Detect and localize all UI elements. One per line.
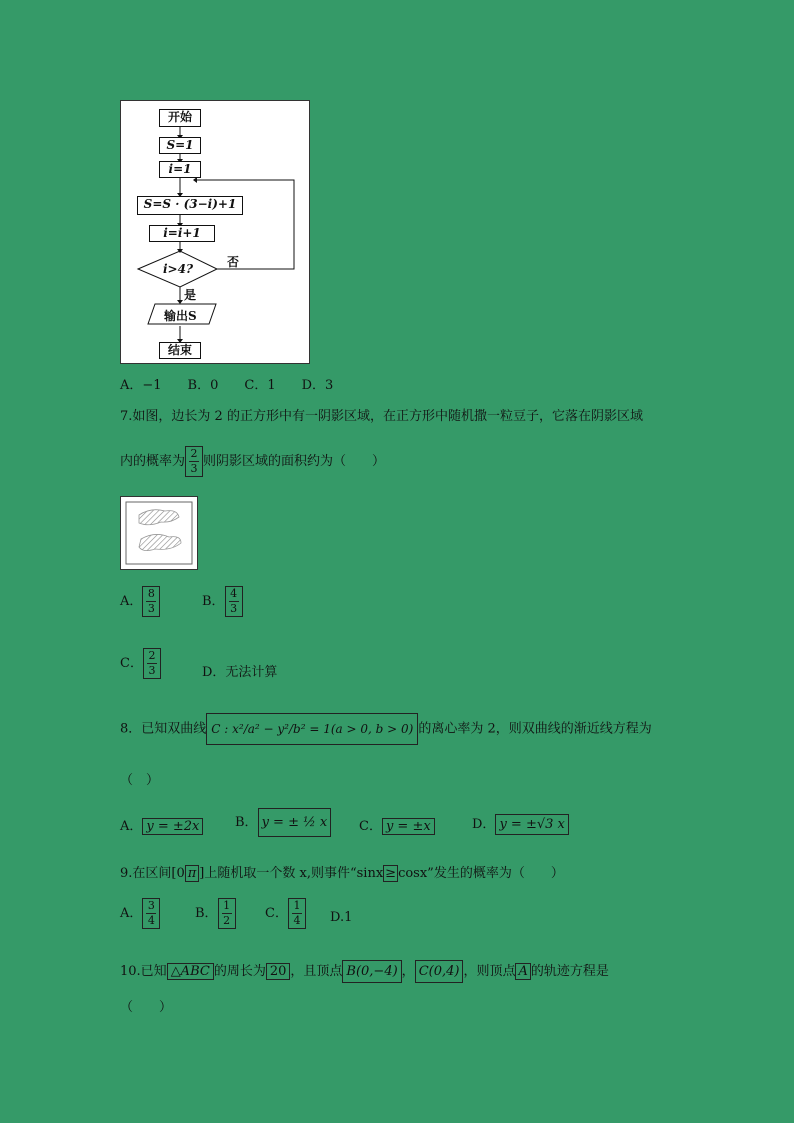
q7-c-den: 3 (148, 664, 156, 677)
q9-a-den: 4 (147, 914, 155, 927)
flow-yes-label: 是 (184, 288, 197, 302)
q7-option-d: D．无法计算 (202, 665, 278, 680)
q7-option-b-label: B． (202, 594, 225, 609)
flow-s-init: S=1 (159, 137, 201, 154)
q9-b-label: B． (195, 906, 218, 921)
q6-options: A．−1 B．0 C．1 D．3 (120, 378, 334, 393)
q9-a-num: 3 (147, 899, 155, 912)
q8-c-formula: y = ±x (382, 818, 435, 835)
q7-a-num: 8 (147, 587, 155, 600)
q7-option-a-fraction (142, 586, 160, 617)
q9-line (120, 862, 564, 882)
q7-prob-post: 则阴影区域的面积约为（ ） (203, 454, 386, 469)
q8-c-label: C． (359, 819, 382, 834)
q9-c-den: 4 (293, 914, 301, 927)
q7-option-c-fraction (143, 648, 161, 679)
q9-ge: ≥ (385, 866, 397, 881)
q9-pi: π (185, 865, 200, 882)
q7-b-num: 4 (230, 587, 238, 600)
q9-a-label: A． (120, 906, 143, 921)
shaded-square-svg (121, 497, 197, 569)
q9-option-d: D.1 (330, 910, 353, 925)
q9-b-den: 2 (223, 914, 231, 927)
q8-option-a (120, 815, 203, 835)
q9-c-num: 1 (293, 899, 301, 912)
q9-b-fraction (218, 898, 236, 929)
q8-b-label: B． (235, 815, 258, 830)
q7-option-c-label: C． (120, 656, 143, 671)
q9-option-b (195, 898, 236, 929)
q7-option-a (120, 586, 160, 617)
q7-option-b-fraction (225, 586, 243, 617)
q9-c-label: C． (265, 906, 288, 921)
q10-pre: 10.已知 (120, 964, 167, 979)
q10-vertex-b: B(0,−4) (342, 960, 401, 983)
q7-b-den: 3 (230, 602, 238, 615)
q9-option-c (265, 898, 306, 929)
q8-post: 的离心率为 2，则双曲线的渐近线方程为 (418, 721, 652, 737)
q8-pre: 8．已知双曲线 (120, 721, 207, 737)
q10-comma: ， (401, 964, 415, 979)
q10-line (120, 960, 609, 983)
q7-prob-num: 2 (190, 447, 198, 460)
q9-b-num: 1 (223, 899, 231, 912)
q8-option-c (359, 815, 435, 835)
shaded-square-figure (120, 496, 198, 570)
q8-option-d (472, 813, 569, 835)
q8-b-formula: y = ± ½ x (258, 808, 332, 837)
flow-update-s: S=S · (3−i)+1 (137, 196, 243, 215)
q7-prob-den: 3 (190, 462, 198, 475)
q8-option-b (235, 808, 331, 837)
q10-mid2: ，且顶点 (290, 964, 343, 979)
q7-option-c (120, 648, 161, 679)
flowchart-figure (120, 100, 310, 364)
q7-option-a-label: A． (120, 594, 143, 609)
q7-option-b (202, 586, 243, 617)
q9-mid: ]上随机取一个数 x,则事件“sinx (199, 866, 384, 881)
q7-c-num: 2 (148, 649, 156, 662)
q8-paren: （ ） (120, 773, 160, 788)
flow-update-i: i=i+1 (149, 225, 215, 242)
q8-a-formula: y = ±2x (142, 818, 203, 835)
flow-output: 输出S (164, 309, 197, 323)
q9-post: cosx”发生的概率为（ ） (398, 866, 564, 881)
q8-d-label: D． (472, 817, 496, 832)
q9-c-fraction (288, 898, 306, 929)
q9-a-fraction (142, 898, 160, 929)
q7-prob-fraction (185, 446, 203, 477)
q10-perimeter: 20 (266, 963, 291, 980)
q10-vertex-a: A (515, 963, 530, 980)
q7-prob-pre: 内的概率为 (120, 454, 186, 469)
q8-hyperbola-formula: C : x²/a² − y²/b² = 1(a > 0, b > 0) (206, 713, 418, 745)
flow-condition: i>4? (163, 262, 193, 276)
q9-pre: 9.在区间[0 (120, 866, 185, 881)
q8-d-formula: y = ±√3 x (495, 814, 568, 835)
q7-a-den: 3 (147, 602, 155, 615)
flow-i-init: i=1 (159, 161, 201, 178)
q8-a-label: A． (120, 819, 143, 834)
q7-line2 (120, 446, 385, 477)
q10-vertex-c: C(0,4) (415, 960, 464, 983)
q10-paren: （ ） (120, 1000, 173, 1015)
flow-start: 开始 (159, 109, 201, 127)
q8-line1 (120, 713, 652, 745)
q10-post: 的轨迹方程是 (530, 964, 609, 979)
flow-no-label: 否 (227, 255, 240, 269)
q10-triangle: △ABC (167, 963, 214, 980)
q9-option-a (120, 898, 160, 929)
flow-end: 结束 (159, 342, 201, 359)
q7-line1: 7.如图，边长为 2 的正方形中有一阴影区域，在正方形中随机撒一粒豆子，它落在阴影区域 (120, 409, 643, 424)
q10-mid1: 的周长为 (213, 964, 266, 979)
q10-mid3: ，则顶点 (463, 964, 516, 979)
